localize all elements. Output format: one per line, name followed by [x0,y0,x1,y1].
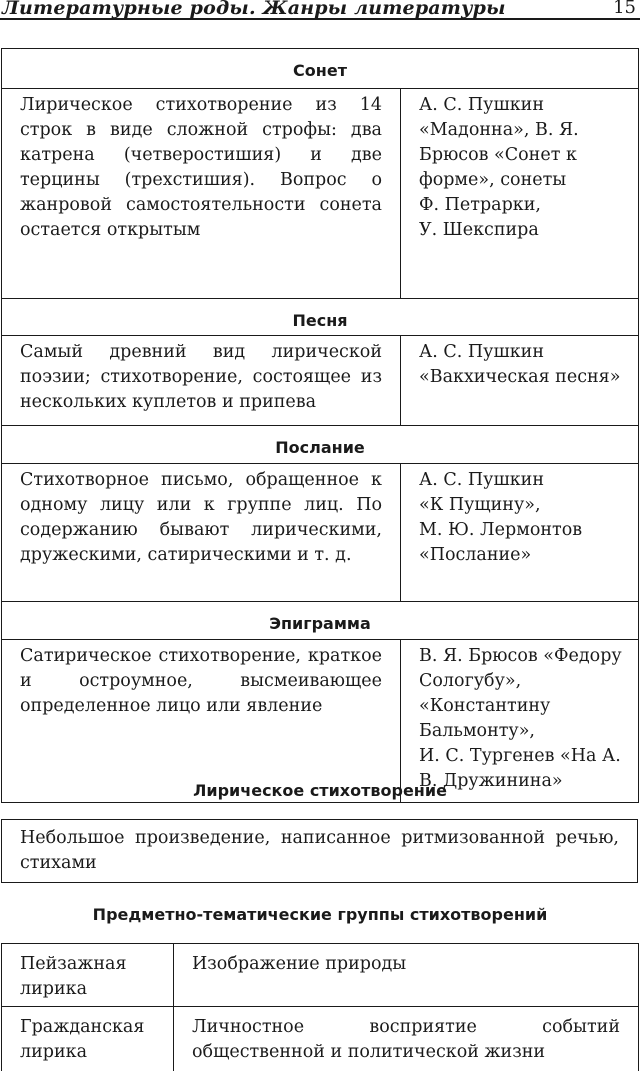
example-line: Ф. Петрарки, [419,195,541,215]
page-header [0,0,640,20]
thematic-group-row [2,944,639,1007]
example-line: А. С. Пушкин [419,342,544,362]
genre-title: Эпиграмма [2,602,639,640]
group-name: Гражданская лирика [2,1007,174,1071]
example-line: А. С. Пушкин «Мадонна», В. Я. Брюсов «Сонет к форме», сонеты [419,95,579,190]
genre-examples [401,464,639,602]
genre-title: Послание [2,426,639,464]
genre-row [2,336,639,426]
genre-row [2,640,639,803]
genre-title-row [2,602,639,640]
example-line: В. Я. Брюсов «Федору Сологубу», [419,646,622,691]
example-line: «Послание» [419,545,532,565]
genre-row [2,464,639,602]
thematic-groups-heading: Предметно-тематические группы стихотворений [92,905,548,924]
example-line: А. С. Пушкин [419,470,544,490]
example-line: «Константину Бальмонту», [419,696,551,741]
genre-title: Песня [2,299,639,336]
genre-examples [401,89,639,299]
genre-title-row [2,426,639,464]
group-definition: Изображение природы [174,944,639,1007]
genre-examples [401,640,639,803]
example-line: У. Шекспира [419,220,539,240]
genre-description: Лирическое стихотворение из 14 строк в виде сложной строфы: два катрена (четверостишия) и две терцины (трехстишия). Вопрос о жанровой самостоятельности сонета остается открытым [2,89,401,299]
genres-table [1,48,639,803]
group-definition: Личностное восприятие событий общественной и политической жизни [174,1007,639,1071]
genre-title-row [2,299,639,336]
example-line: И. С. Тургенев «На А. В. Дружинина» [419,746,621,791]
genre-examples [401,336,639,426]
thematic-group-row [2,1007,639,1071]
genre-description: Самый древний вид лирической поэзии; стихотворение, состоящее из нескольких куплетов и припева [2,336,401,426]
genre-title-row [2,49,639,89]
genre-description: Стихотворное письмо, обращенное к одному лицу или к группе лиц. По содержанию бывают лирическими, дружескими, сатирическими и т. д. [2,464,401,602]
example-line: М. Ю. Лермонтов [419,520,583,540]
lyric-poem-definition: Небольшое произведение, написанное ритмизованной речью, стихами [1,819,638,883]
page-number: 15 [613,0,636,18]
group-name: Пейзажная лирика [2,944,174,1007]
genre-row [2,89,639,299]
thematic-groups-table [1,943,639,1071]
lyric-poem-heading: Лирическое стихотворение [193,781,447,800]
genre-title: Сонет [2,49,639,89]
running-head-title: Литературные роды. Жанры литературы [2,0,506,19]
example-line: «К Пущину», [419,495,541,515]
genre-description: Сатирическое стихотворение, краткое и остроумное, высмеивающее определенное лицо или явление [2,640,401,803]
example-line: «Вакхическая песня» [419,367,621,387]
